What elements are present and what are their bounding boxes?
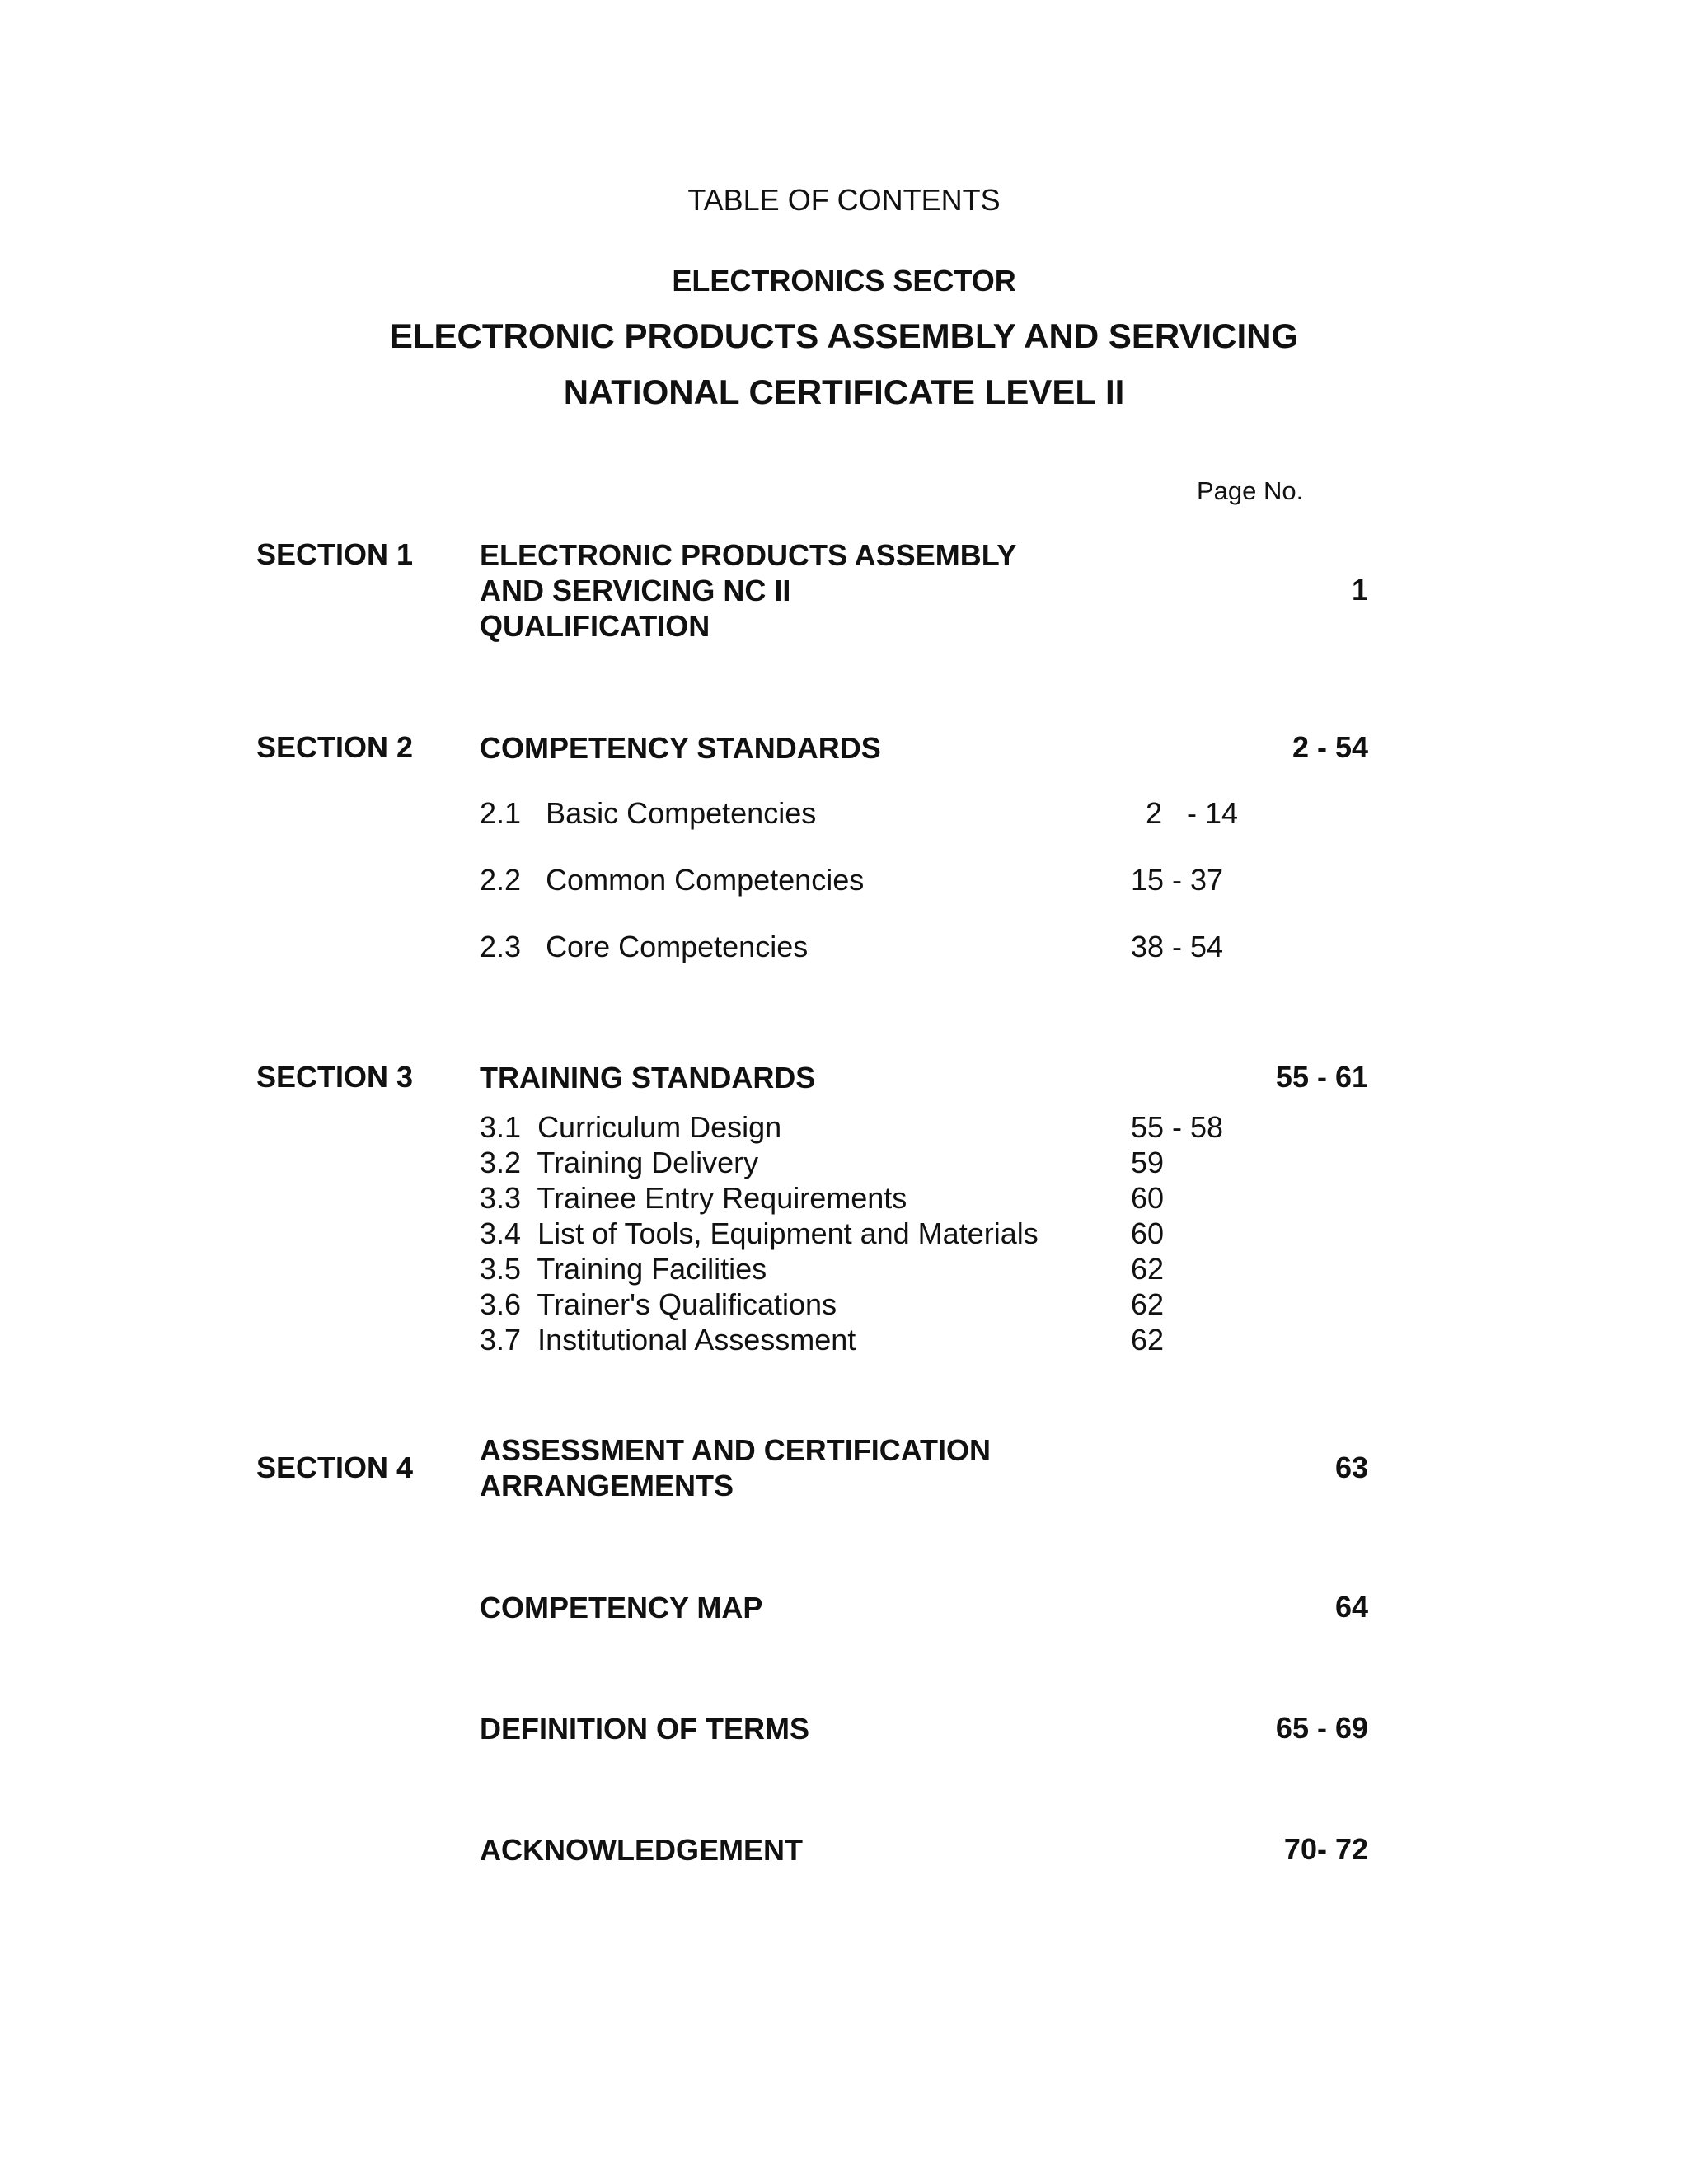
- toc-item-2-1[interactable]: [480, 796, 816, 831]
- toc-item-3-6-pages: 62: [1131, 1287, 1165, 1321]
- toc-competency-map[interactable]: COMPETENCY MAP: [480, 1591, 763, 1624]
- item-text: Trainer's Qualifications: [537, 1287, 837, 1321]
- item-text: Basic Competencies: [546, 796, 817, 830]
- toc-item-3-6[interactable]: [480, 1286, 837, 1322]
- item-text: List of Tools, Equipment and Materials: [537, 1216, 1039, 1250]
- toc-item-3-3[interactable]: [480, 1180, 907, 1216]
- section-4-title-line: ARRANGEMENTS: [480, 1469, 734, 1502]
- competency-map-page: 64: [1334, 1590, 1368, 1624]
- toc-item-3-4-pages: 60: [1131, 1216, 1165, 1250]
- toc-item-3-3-pages: 60: [1131, 1181, 1165, 1215]
- toc-item-2-1-pages: [1146, 796, 1238, 831]
- toc-item-3-2[interactable]: [480, 1145, 758, 1180]
- item-text: Institutional Assessment: [537, 1323, 856, 1357]
- item-text: Common Competencies: [546, 863, 865, 897]
- toc-item-3-5-pages: 62: [1131, 1252, 1165, 1286]
- item-number: 3.4: [480, 1216, 522, 1250]
- item-text: Training Delivery: [537, 1146, 759, 1179]
- item-number: 3.5: [480, 1252, 522, 1286]
- sector-heading: ELECTRONICS SECTOR: [672, 264, 1016, 298]
- toc-item-2-3-pages: 38 - 54: [1131, 930, 1224, 963]
- section-3-title[interactable]: TRAINING STANDARDS: [480, 1061, 816, 1094]
- item-number: 3.6: [480, 1287, 522, 1321]
- item-number: 3.2: [480, 1146, 522, 1179]
- item-text: Curriculum Design: [537, 1110, 782, 1144]
- section-1-title-line: AND SERVICING NC II: [480, 574, 791, 607]
- item-text: Training Facilities: [537, 1252, 767, 1286]
- item-number: 2.2: [480, 863, 522, 897]
- toc-item-2-3[interactable]: [480, 930, 808, 964]
- item-text: Core Competencies: [546, 930, 809, 963]
- section-1-title-line: QUALIFICATION: [480, 609, 710, 643]
- item-number: 3.7: [480, 1323, 522, 1357]
- section-2-pages: 2 - 54: [1292, 730, 1368, 764]
- toc-heading: TABLE OF CONTENTS: [687, 183, 1001, 217]
- section-1-title[interactable]: [480, 537, 1016, 644]
- section-1-page: 1: [1351, 573, 1368, 607]
- section-1-title-line: ELECTRONIC PRODUCTS ASSEMBLY: [480, 538, 1017, 572]
- toc-item-3-7[interactable]: [480, 1322, 856, 1357]
- section-3-label: SECTION 3: [256, 1060, 414, 1094]
- toc-definition-of-terms[interactable]: DEFINITION OF TERMS: [480, 1712, 809, 1746]
- item-number: 2.3: [480, 930, 522, 963]
- item-number: 2.1: [480, 796, 522, 830]
- qualification-title-line-1: ELECTRONIC PRODUCTS ASSEMBLY AND SERVICING: [389, 316, 1299, 355]
- section-1-label: SECTION 1: [256, 537, 414, 571]
- toc-item-3-7-pages: 62: [1131, 1323, 1165, 1357]
- page-number-column-heading: Page No.: [1197, 476, 1304, 505]
- section-2-label: SECTION 2: [256, 730, 414, 764]
- section-4-page: 63: [1334, 1451, 1368, 1484]
- toc-item-3-1[interactable]: [480, 1109, 781, 1145]
- section-2-title[interactable]: COMPETENCY STANDARDS: [480, 731, 881, 765]
- section-4-label: SECTION 4: [256, 1451, 414, 1484]
- section-3-pages: 55 - 61: [1275, 1060, 1368, 1094]
- toc-item-3-5[interactable]: [480, 1251, 767, 1286]
- toc-item-2-2[interactable]: [480, 863, 864, 898]
- item-number: 3.1: [480, 1110, 522, 1144]
- toc-item-3-4[interactable]: [480, 1216, 1039, 1251]
- toc-item-3-1-pages: 55 - 58: [1131, 1110, 1224, 1144]
- item-pages: 2 - 14: [1146, 796, 1239, 830]
- section-4-title-line: ASSESSMENT AND CERTIFICATION: [480, 1433, 992, 1467]
- section-4-title[interactable]: [480, 1432, 991, 1503]
- acknowledgement-pages: 70- 72: [1283, 1832, 1368, 1866]
- item-number: 3.3: [480, 1181, 522, 1215]
- qualification-title-line-2: NATIONAL CERTIFICATE LEVEL II: [563, 373, 1125, 411]
- toc-item-3-2-pages: 59: [1131, 1146, 1165, 1179]
- definition-of-terms-pages: 65 - 69: [1275, 1711, 1368, 1745]
- toc-item-2-2-pages: 15 - 37: [1131, 863, 1224, 897]
- toc-acknowledgement[interactable]: ACKNOWLEDGEMENT: [480, 1833, 803, 1867]
- item-text: Trainee Entry Requirements: [537, 1181, 907, 1215]
